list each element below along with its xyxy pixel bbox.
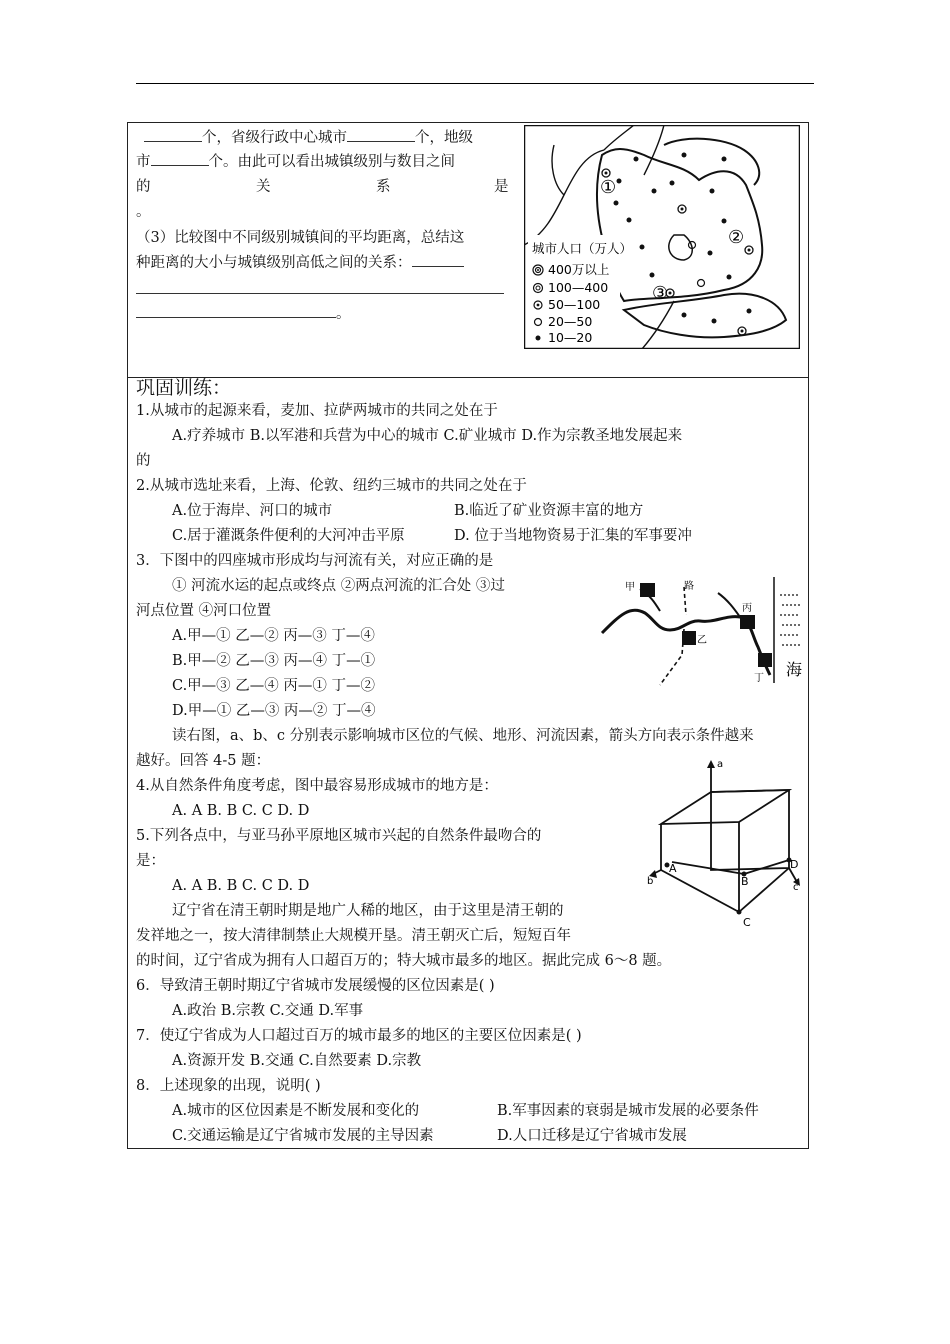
- option-line: A. A B. B C. C D. D: [172, 878, 310, 894]
- question-line: 发祥地之一，按大清律制禁止大规模开垦。清王朝灭亡后，短短百年: [136, 928, 571, 944]
- question-line: 河点位置 ④河口位置: [136, 603, 272, 619]
- question-line: 辽宁省在清王朝时期是地广人稀的地区，由于这里是清王朝的: [172, 903, 564, 919]
- marker-2: ②: [728, 227, 745, 248]
- label-bing: 丙: [742, 603, 752, 614]
- question-line: 5.下列各点中，与亚马孙平原地区城市兴起的自然条件最吻合的: [136, 828, 542, 844]
- label-lu: 路: [684, 581, 694, 592]
- option-line: A. A B. B C. C D. D: [172, 803, 310, 819]
- question-line: ① 河流水运的起点或终点 ②两点河流的汇合处 ③过: [172, 578, 505, 594]
- label-yi: 乙: [697, 635, 707, 646]
- text-line-2: 市 个。由此可以看出城镇级别与数目之间: [136, 150, 455, 174]
- blank[interactable]: [412, 252, 464, 267]
- option-line: B.甲—② 乙—③ 丙—④ 丁—①: [172, 653, 376, 669]
- option-line: A.政治 B.宗教 C.交通 D.军事: [172, 1003, 364, 1019]
- option-line: A.位于海岸、河口的城市: [172, 503, 333, 519]
- question-line: 的时间，辽宁省成为拥有人口超百万的；特大城市最多的地区。据此完成 6～8 题。: [136, 953, 672, 969]
- text-line-7: [136, 278, 504, 302]
- blank[interactable]: [151, 151, 209, 166]
- question-line: 2.从城市选址来看，上海、伦敦、纽约三城市的共同之处在于: [136, 478, 527, 494]
- option-line: C.交通运输是辽宁省城市发展的主导因素: [172, 1128, 434, 1144]
- question-line: 3．下图中的四座城市形成均与河流有关，对应正确的是: [136, 553, 494, 569]
- option-line: A.疗养城市 B.以军港和兵营为中心的城市 C.矿业城市 D.作为宗教圣地发展起来: [172, 428, 683, 444]
- text-line-5: （3）比较图中不同级别城镇间的平均距离，总结这: [136, 230, 465, 246]
- text-line-4: 。: [136, 204, 151, 220]
- legend-item-3: 50—100: [548, 297, 601, 312]
- city-distribution-map: [524, 125, 800, 349]
- legend-item-2: 100—400: [548, 280, 609, 295]
- question-line: 1.从城市的起源来看，麦加、拉萨两城市的共同之处在于: [136, 403, 498, 419]
- label-jia: 甲: [625, 582, 635, 593]
- cube-label-c: c: [793, 882, 799, 893]
- text-line-6: 种距离的大小与城镇级别高低之间的关系：: [136, 251, 464, 275]
- cube-label-b: b: [647, 876, 654, 887]
- option-line: A.甲—① 乙—② 丙—③ 丁—④: [172, 628, 375, 644]
- question-line: 越好。回答 4-5 题：: [136, 753, 271, 769]
- option-line: D. 位于当地物资易于汇集的军事要冲: [454, 528, 692, 544]
- blank[interactable]: [347, 127, 415, 142]
- option-line: A.资源开发 B.交通 C.自然要素 D.宗教: [172, 1053, 422, 1069]
- legend-title: 城市人口（万人）: [532, 241, 633, 256]
- option-line: D.甲—① 乙—③ 丙—② 丁—④: [172, 703, 376, 719]
- cube-label-D: D: [790, 858, 799, 871]
- option-line: 的: [136, 453, 151, 469]
- option-line: C.甲—③ 乙—④ 丙—① 丁—②: [172, 678, 376, 694]
- question-line: 6．导致清王朝时期辽宁省城市发展缓慢的区位因素是( ): [136, 978, 495, 994]
- cube-label-C: C: [743, 916, 751, 929]
- header-rule: [136, 83, 814, 84]
- practice-title: 巩固训练：: [136, 377, 232, 399]
- label-sea: 海: [786, 660, 803, 679]
- option-line: C.居于灌溉条件便利的大河冲击平原: [172, 528, 405, 544]
- option-line: B.军事因素的衰弱是城市发展的必要条件: [497, 1103, 759, 1119]
- legend-item-1: 400万以上: [548, 262, 610, 277]
- legend-item-5: 10—20: [548, 330, 593, 345]
- cube-label-B: B: [741, 875, 749, 888]
- cube-label-A: A: [669, 862, 677, 875]
- blank[interactable]: [136, 279, 504, 294]
- question-line: 是：: [136, 853, 165, 869]
- text-line-1: 个，省级行政中心城市 个，地级: [144, 126, 473, 150]
- legend-item-4: 20—50: [548, 314, 593, 329]
- text-line-8: 。: [136, 302, 351, 326]
- marker-3: ③: [652, 283, 669, 304]
- option-line: A.城市的区位因素是不断发展和变化的: [172, 1103, 420, 1119]
- location-factor-cube: [645, 758, 805, 930]
- question-line: 8．上述现象的出现，说明( ): [136, 1078, 321, 1094]
- blank[interactable]: [144, 127, 202, 142]
- river-city-map: [600, 575, 805, 690]
- question-line: 读右图，a、b、c 分别表示影响城市区位的气候、地形、河流因素，箭头方向表示条件越来: [172, 728, 754, 744]
- question-line: 4.从自然条件角度考虑，图中最容易形成城市的地方是：: [136, 778, 498, 794]
- marker-1: ①: [600, 177, 617, 198]
- option-line: D.人口迁移是辽宁省城市发展: [497, 1128, 687, 1144]
- option-line: B.临近了矿业资源丰富的地方: [454, 503, 644, 519]
- blank[interactable]: [136, 303, 336, 318]
- question-line: 7．使辽宁省成为人口超过百万的城市最多的地区的主要区位因素是( ): [136, 1028, 582, 1044]
- cube-label-a: a: [717, 759, 724, 770]
- label-ding: 丁: [754, 673, 764, 684]
